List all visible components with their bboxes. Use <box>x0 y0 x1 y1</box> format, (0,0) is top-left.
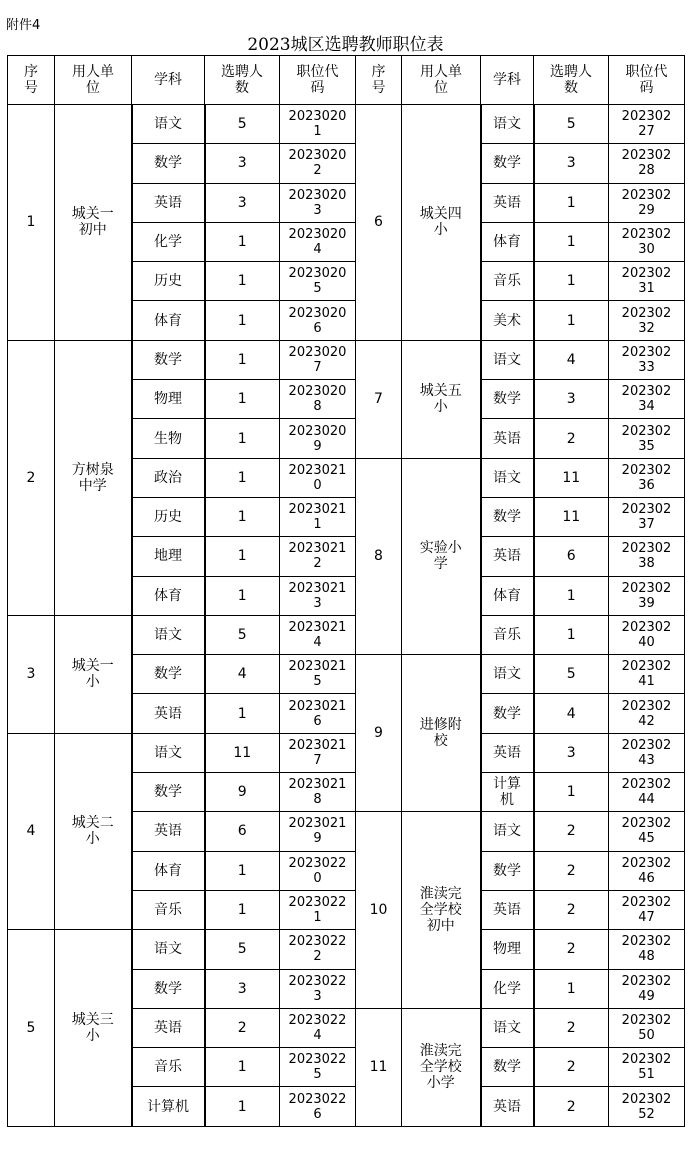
subject-cell: 语文 <box>132 930 205 969</box>
code-cell: 202302 31 <box>609 262 685 301</box>
seq-cell: 5 <box>8 930 55 1126</box>
count-cell: 1 <box>205 380 280 419</box>
subject-cell: 体育 <box>481 576 534 615</box>
count-cell: 1 <box>205 1048 280 1087</box>
code-cell: 202302 51 <box>609 1048 685 1087</box>
seq-cell: 9 <box>356 655 402 812</box>
subject-cell: 音乐 <box>481 262 534 301</box>
code-cell: 2023021 0 <box>280 458 356 497</box>
subject-cell: 体育 <box>132 851 205 890</box>
subject-cell: 语文 <box>481 458 534 497</box>
code-cell: 202302 49 <box>609 969 685 1008</box>
count-cell: 1 <box>205 851 280 890</box>
count-cell: 5 <box>205 615 280 654</box>
code-cell: 202302 45 <box>609 812 685 851</box>
code-cell: 2023022 4 <box>280 1008 356 1047</box>
count-cell: 1 <box>534 773 609 812</box>
count-cell: 1 <box>534 222 609 261</box>
code-cell: 2023020 6 <box>280 301 356 340</box>
count-cell: 6 <box>534 537 609 576</box>
unit-cell: 实验小 学 <box>402 458 481 654</box>
unit-cell: 淮渎完 全学校 初中 <box>402 812 481 1008</box>
subject-cell: 语文 <box>481 1008 534 1047</box>
subject-cell: 语文 <box>481 340 534 379</box>
count-cell: 4 <box>534 694 609 733</box>
count-cell: 5 <box>534 105 609 144</box>
subject-cell: 数学 <box>132 655 205 694</box>
code-cell: 2023021 7 <box>280 733 356 772</box>
subject-cell: 英语 <box>481 890 534 929</box>
count-cell: 5 <box>534 655 609 694</box>
subject-cell: 物理 <box>481 930 534 969</box>
subject-cell: 英语 <box>481 183 534 222</box>
seq-cell: 8 <box>356 458 402 654</box>
subject-cell: 英语 <box>481 733 534 772</box>
subject-cell: 数学 <box>481 144 534 183</box>
count-cell: 1 <box>205 576 280 615</box>
page-title: 2023城区选聘教师职位表 <box>247 35 444 55</box>
count-cell: 11 <box>534 497 609 536</box>
count-cell: 1 <box>205 222 280 261</box>
code-cell: 2023020 9 <box>280 419 356 458</box>
count-cell: 1 <box>205 497 280 536</box>
count-cell: 4 <box>205 655 280 694</box>
header-cell: 选聘人 数 <box>205 56 280 105</box>
count-cell: 9 <box>205 773 280 812</box>
code-cell: 202302 29 <box>609 183 685 222</box>
code-cell: 2023021 9 <box>280 812 356 851</box>
subject-cell: 体育 <box>132 301 205 340</box>
header-cell: 职位代 码 <box>609 56 685 105</box>
count-cell: 3 <box>534 144 609 183</box>
unit-cell: 城关五 小 <box>402 340 481 458</box>
subject-cell: 政治 <box>132 458 205 497</box>
code-cell: 2023021 2 <box>280 537 356 576</box>
count-cell: 1 <box>534 183 609 222</box>
code-cell: 2023021 6 <box>280 694 356 733</box>
subject-cell: 数学 <box>481 1048 534 1087</box>
code-cell: 2023021 4 <box>280 615 356 654</box>
count-cell: 6 <box>205 812 280 851</box>
count-cell: 2 <box>534 930 609 969</box>
header-cell: 序 号 <box>8 56 55 105</box>
code-cell: 202302 35 <box>609 419 685 458</box>
count-cell: 1 <box>205 1087 280 1126</box>
count-cell: 3 <box>534 380 609 419</box>
code-cell: 202302 48 <box>609 930 685 969</box>
count-cell: 11 <box>205 733 280 772</box>
code-cell: 202302 41 <box>609 655 685 694</box>
code-cell: 202302 34 <box>609 380 685 419</box>
subject-cell: 语文 <box>481 105 534 144</box>
unit-cell: 城关三 小 <box>55 930 132 1126</box>
subject-cell: 语文 <box>481 812 534 851</box>
unit-cell: 城关四 小 <box>402 105 481 341</box>
subject-cell: 英语 <box>132 1008 205 1047</box>
count-cell: 3 <box>534 733 609 772</box>
header-row <box>8 56 685 105</box>
code-cell: 202302 27 <box>609 105 685 144</box>
count-cell: 3 <box>205 144 280 183</box>
code-cell: 2023020 1 <box>280 105 356 144</box>
seq-cell: 6 <box>356 105 402 341</box>
count-cell: 3 <box>205 969 280 1008</box>
code-cell: 2023020 8 <box>280 380 356 419</box>
subject-cell: 英语 <box>481 419 534 458</box>
code-cell: 2023021 3 <box>280 576 356 615</box>
header-cell: 学科 <box>481 56 534 105</box>
subject-cell: 历史 <box>132 262 205 301</box>
seq-cell: 3 <box>8 615 55 733</box>
subject-cell: 英语 <box>132 694 205 733</box>
subject-cell: 体育 <box>132 576 205 615</box>
subject-cell: 语文 <box>132 615 205 654</box>
subject-cell: 数学 <box>132 340 205 379</box>
count-cell: 3 <box>205 183 280 222</box>
code-cell: 2023022 2 <box>280 930 356 969</box>
code-cell: 2023021 5 <box>280 655 356 694</box>
code-cell: 2023022 3 <box>280 969 356 1008</box>
count-cell: 4 <box>534 340 609 379</box>
count-cell: 1 <box>205 340 280 379</box>
table-row <box>8 930 685 969</box>
header-cell: 职位代 码 <box>280 56 356 105</box>
count-cell: 11 <box>534 458 609 497</box>
seq-cell: 2 <box>8 340 55 615</box>
count-cell: 1 <box>205 537 280 576</box>
code-cell: 2023022 1 <box>280 890 356 929</box>
subject-cell: 化学 <box>481 969 534 1008</box>
subject-cell: 英语 <box>132 812 205 851</box>
subject-cell: 音乐 <box>132 1048 205 1087</box>
count-cell: 2 <box>534 851 609 890</box>
table-row <box>8 340 685 379</box>
subject-cell: 计算 机 <box>481 773 534 812</box>
header-cell: 学科 <box>132 56 205 105</box>
count-cell: 2 <box>534 890 609 929</box>
subject-cell: 生物 <box>132 419 205 458</box>
subject-cell: 数学 <box>481 694 534 733</box>
seq-cell: 1 <box>8 105 55 341</box>
unit-cell: 进修附 校 <box>402 655 481 812</box>
count-cell: 1 <box>205 694 280 733</box>
subject-cell: 历史 <box>132 497 205 536</box>
subject-cell: 地理 <box>132 537 205 576</box>
count-cell: 5 <box>205 105 280 144</box>
count-cell: 5 <box>205 930 280 969</box>
header-cell: 用人单 位 <box>55 56 132 105</box>
count-cell: 1 <box>205 419 280 458</box>
count-cell: 1 <box>205 458 280 497</box>
code-cell: 202302 43 <box>609 733 685 772</box>
header-cell: 用人单 位 <box>402 56 481 105</box>
subject-cell: 英语 <box>481 1087 534 1126</box>
subject-cell: 数学 <box>132 144 205 183</box>
code-cell: 202302 44 <box>609 773 685 812</box>
table-row <box>8 615 685 654</box>
subject-cell: 音乐 <box>481 615 534 654</box>
subject-cell: 数学 <box>132 773 205 812</box>
code-cell: 202302 46 <box>609 851 685 890</box>
code-cell: 202302 42 <box>609 694 685 733</box>
unit-cell: 城关一 初中 <box>55 105 132 341</box>
code-cell: 2023020 7 <box>280 340 356 379</box>
code-cell: 2023022 0 <box>280 851 356 890</box>
code-cell: 202302 52 <box>609 1087 685 1126</box>
count-cell: 1 <box>534 576 609 615</box>
count-cell: 1 <box>205 890 280 929</box>
subject-cell: 美术 <box>481 301 534 340</box>
subject-cell: 物理 <box>132 380 205 419</box>
code-cell: 2023021 1 <box>280 497 356 536</box>
count-cell: 1 <box>205 262 280 301</box>
code-cell: 202302 37 <box>609 497 685 536</box>
subject-cell: 数学 <box>481 380 534 419</box>
code-cell: 202302 50 <box>609 1008 685 1047</box>
count-cell: 2 <box>534 812 609 851</box>
count-cell: 2 <box>534 1048 609 1087</box>
code-cell: 202302 40 <box>609 615 685 654</box>
code-cell: 202302 32 <box>609 301 685 340</box>
code-cell: 202302 38 <box>609 537 685 576</box>
subject-cell: 语文 <box>481 655 534 694</box>
code-cell: 2023022 5 <box>280 1048 356 1087</box>
seq-cell: 10 <box>356 812 402 1008</box>
subject-cell: 英语 <box>481 537 534 576</box>
attachment-label: 附件4 <box>6 18 41 33</box>
subject-cell: 化学 <box>132 222 205 261</box>
subject-cell: 语文 <box>132 105 205 144</box>
count-cell: 1 <box>534 262 609 301</box>
subject-cell: 音乐 <box>132 890 205 929</box>
header-cell: 序 号 <box>356 56 402 105</box>
unit-cell: 城关二 小 <box>55 733 132 929</box>
table-row <box>8 105 685 144</box>
unit-cell: 淮渎完 全学校 小学 <box>402 1008 481 1126</box>
code-cell: 2023020 5 <box>280 262 356 301</box>
code-cell: 2023021 8 <box>280 773 356 812</box>
count-cell: 1 <box>534 301 609 340</box>
subject-cell: 语文 <box>132 733 205 772</box>
count-cell: 2 <box>534 1087 609 1126</box>
code-cell: 2023022 6 <box>280 1087 356 1126</box>
unit-cell: 城关一 小 <box>55 615 132 733</box>
seq-cell: 11 <box>356 1008 402 1126</box>
subject-cell: 英语 <box>132 183 205 222</box>
subject-cell: 数学 <box>481 497 534 536</box>
subject-cell: 体育 <box>481 222 534 261</box>
count-cell: 2 <box>534 419 609 458</box>
count-cell: 1 <box>534 615 609 654</box>
count-cell: 1 <box>205 301 280 340</box>
subject-cell: 计算机 <box>132 1087 205 1126</box>
position-table <box>7 55 685 1127</box>
code-cell: 2023020 4 <box>280 222 356 261</box>
code-cell: 202302 30 <box>609 222 685 261</box>
code-cell: 2023020 3 <box>280 183 356 222</box>
code-cell: 2023020 2 <box>280 144 356 183</box>
code-cell: 202302 28 <box>609 144 685 183</box>
subject-cell: 数学 <box>481 851 534 890</box>
code-cell: 202302 47 <box>609 890 685 929</box>
code-cell: 202302 39 <box>609 576 685 615</box>
seq-cell: 4 <box>8 733 55 929</box>
unit-cell: 方树泉 中学 <box>55 340 132 615</box>
code-cell: 202302 36 <box>609 458 685 497</box>
count-cell: 1 <box>534 969 609 1008</box>
header-cell: 选聘人 数 <box>534 56 609 105</box>
code-cell: 202302 33 <box>609 340 685 379</box>
seq-cell: 7 <box>356 340 402 458</box>
count-cell: 2 <box>534 1008 609 1047</box>
count-cell: 2 <box>205 1008 280 1047</box>
subject-cell: 数学 <box>132 969 205 1008</box>
table-row <box>8 733 685 772</box>
